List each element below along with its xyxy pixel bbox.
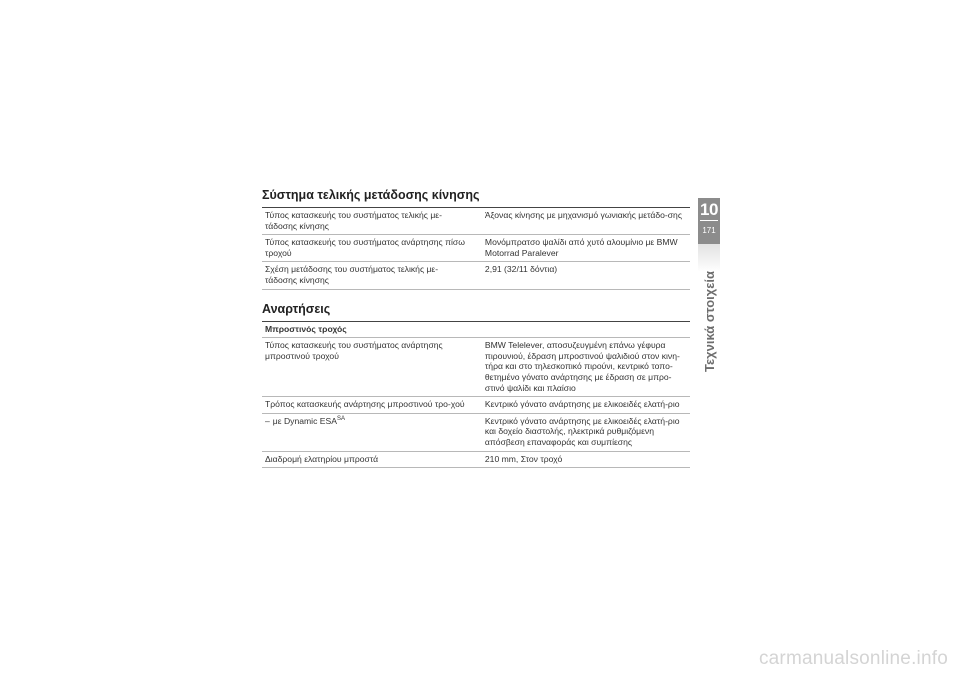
chapter-tab-fade: [698, 244, 720, 272]
table-row: [262, 208, 690, 235]
row-label: Τύπος κατασκευής του συστήματος ανάρτησης πίσω τροχού: [262, 235, 482, 262]
row-value: 210 mm, Στον τροχό: [482, 451, 690, 468]
table-row: [262, 338, 690, 397]
side-chapter-title: Τεχνικά στοιχεία: [702, 270, 717, 372]
row-label: Τύπος κατασκευής του συστήματος ανάρτησης μπροστινού τροχού: [262, 338, 482, 397]
table-row: [262, 262, 690, 289]
drivetrain-table: [262, 207, 690, 290]
row-value: 2,91 (32/11 δόντια): [482, 262, 690, 289]
row-value: Κεντρικό γόνατο ανάρτησης με ελικοειδές ελατή-ριο: [482, 397, 690, 414]
sa-superscript: SA: [336, 415, 345, 422]
row-label: Διαδρομή ελατηρίου μπροστά: [262, 451, 482, 468]
row-value: BMW Telelever, αποσυζευγμένη επάνω γέφυρα πιρουνιού, έδραση μπροστινού ψαλιδιού στον κινη-τήρα και στο τηλεσκοπικό πιρούνι, κεντρικό τοπο-θετημένο γόνατο ανάρτησης με έδραση σε μπρο-στινό ψαλίδι και πλαίσιο: [482, 338, 690, 397]
content-area: [262, 188, 690, 468]
table-row: [262, 451, 690, 468]
table-row: [262, 235, 690, 262]
row-value: Άξονας κίνησης με μηχανισμό γωνιακής μετάδο-σης: [482, 208, 690, 235]
option-label: με Dynamic ESA: [272, 415, 337, 426]
row-label-option: [262, 413, 482, 451]
table-row: [262, 397, 690, 414]
section-title-suspension: Αναρτήσεις: [262, 301, 331, 316]
chapter-tab: [698, 198, 720, 244]
row-label: Σχέση μετάδοσης του συστήματος τελικής με-τάδοσης κίνησης: [262, 262, 482, 289]
dash-marker: –: [265, 415, 270, 426]
row-label: Τρόπος κατασκευής ανάρτησης μπροστινού τρο-χού: [262, 397, 482, 414]
row-value: Κεντρικό γόνατο ανάρτησης με ελικοειδές ελατή-ριο και δοχείο διαστολής, ηλεκτρικά ρυθμιζόμενη απόσβεση επαναφοράς και συμπίεσης: [482, 413, 690, 451]
row-value: Μονόμπρατσο ψαλίδι από χυτό αλουμίνιο με BMW Motorrad Paralever: [482, 235, 690, 262]
row-label: Τύπος κατασκευής του συστήματος τελικής με-τάδοσης κίνησης: [262, 208, 482, 235]
table-subheading-row: [262, 321, 690, 338]
subheading-front-wheel: Μπροστινός τροχός: [262, 321, 690, 338]
tab-divider: [700, 220, 718, 221]
page-number: 171: [702, 226, 716, 235]
table-row: [262, 413, 690, 451]
suspension-table: [262, 321, 690, 469]
section-title-drivetrain: Σύστημα τελικής μετάδοσης κίνησης: [262, 188, 480, 202]
chapter-number: 10: [700, 200, 718, 219]
watermark: carmanualsonline.info: [758, 648, 948, 669]
